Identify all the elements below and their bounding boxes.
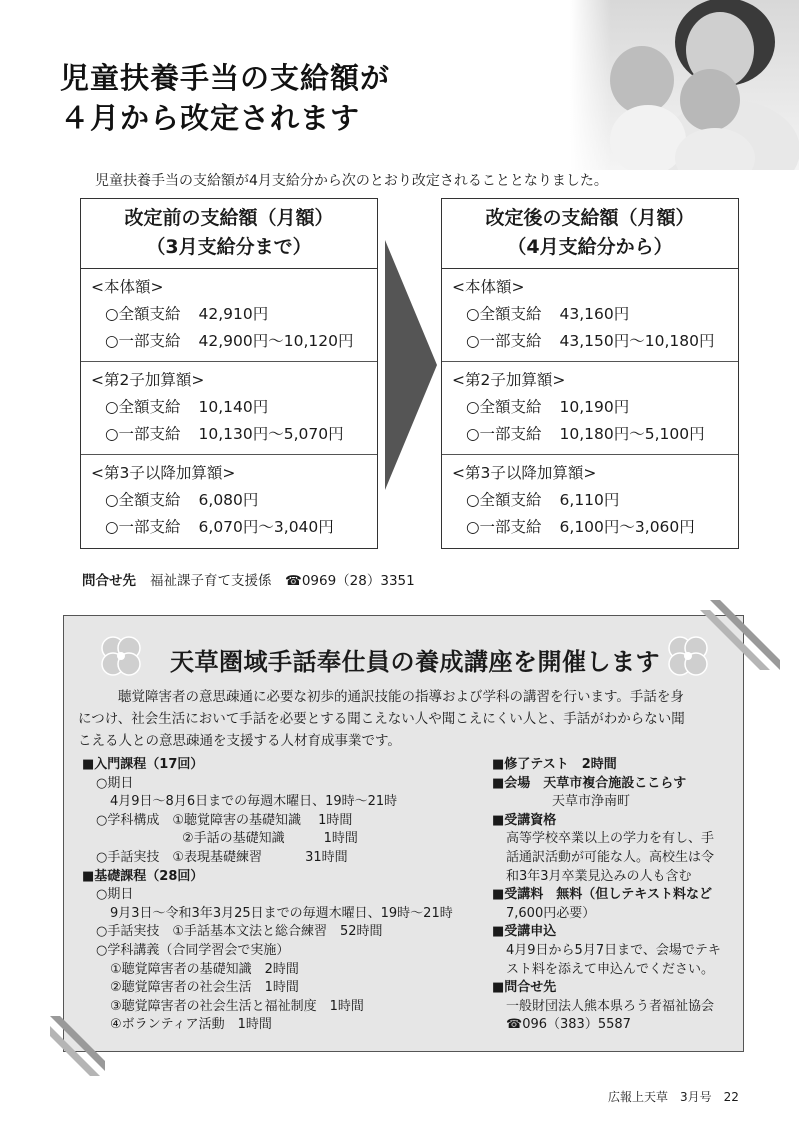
- contact-info: [82, 569, 415, 589]
- amount-row: [91, 328, 377, 355]
- before-heading: 改定前の支給額（月額）: [124, 207, 334, 229]
- amount-value: 43,160円: [559, 305, 630, 323]
- after-subheading: （4月支給分から）: [507, 236, 673, 258]
- before-subheading: （3月支給分まで）: [146, 236, 312, 258]
- info-heading: ■受講申込: [492, 924, 557, 940]
- detail-line: ○学科講義（合同学習会で実施）: [96, 942, 290, 958]
- payment-type: ○一部支給: [466, 332, 542, 350]
- info-heading: ■受講資格: [492, 812, 557, 828]
- section-label: <本体額>: [452, 278, 525, 296]
- description-line: こえる人との意思疎通を支援する人材育成事業です。: [78, 733, 401, 749]
- amount-row: [91, 394, 377, 421]
- after-section-main: [442, 269, 738, 362]
- before-section-second-child: [81, 362, 377, 455]
- before-section-third-child: [81, 455, 377, 548]
- after-section-third-child: [442, 455, 738, 548]
- amount-row: [91, 421, 377, 448]
- before-box-header: [81, 199, 377, 269]
- detail-line: ③聴覚障害者の社会生活と福祉制度 1時間: [110, 998, 364, 1014]
- description-line: につけ、社会生活において手話を必要とする聞こえない人や聞こえにくい人と、手話がわからない聞: [78, 711, 685, 727]
- section-label: <第3子以降加算額>: [452, 464, 597, 482]
- detail-line: 4月9日から5月7日まで、会場でテキ: [506, 942, 721, 958]
- payment-type: ○全額支給: [466, 398, 542, 416]
- detail-line: スト料を添えて申込んでください。: [506, 961, 715, 977]
- description-line: 聴覚障害者の意思疎通に必要な初歩的通訳技能の指導および学科の講習を行います。手話を身: [118, 689, 684, 705]
- amount-row: [452, 328, 738, 355]
- page-title-line2: ４月から改定されます: [60, 101, 361, 135]
- amount-value: 6,070円～3,040円: [198, 518, 334, 536]
- intro-text: 児童扶養手当の支給額が4月支給分から次のとおり改定されることとなりました。: [95, 173, 608, 189]
- before-section-main: [81, 269, 377, 362]
- payment-type: ○一部支給: [466, 425, 542, 443]
- course-details-right: [492, 756, 721, 1035]
- panel-title: 天草圏域手話奉仕員の養成講座を開催します: [170, 648, 660, 676]
- section-label: <本体額>: [91, 278, 164, 296]
- amount-value: 10,140円: [198, 398, 269, 416]
- detail-line: ②聴覚障害者の社会生活 1時間: [110, 980, 299, 996]
- amount-row: [452, 514, 738, 541]
- detail-line: 4月9日～8月6日までの毎週木曜日、19時～21時: [110, 794, 398, 810]
- section-label: <第3子以降加算額>: [91, 464, 236, 482]
- detail-line: ①聴覚障害者の基礎知識 2時間: [110, 961, 299, 977]
- payment-type: ○全額支給: [105, 491, 181, 509]
- payment-type: ○一部支給: [105, 332, 181, 350]
- amount-row: [452, 301, 738, 328]
- before-amount-box: [80, 198, 378, 549]
- amount-value: 6,100円～3,060円: [559, 518, 695, 536]
- detail-line: ④ボランティア活動 1時間: [110, 1017, 272, 1033]
- detail-line: 高等学校卒業以上の学力を有し、手: [506, 831, 715, 847]
- amount-row: [452, 421, 738, 448]
- detail-line: ○期日: [96, 887, 134, 903]
- section-label: <第2子加算額>: [452, 371, 566, 389]
- amount-value: 10,180円～5,100円: [559, 425, 705, 443]
- amount-value: 42,910円: [198, 305, 269, 323]
- arrow-right-icon: [385, 240, 437, 494]
- info-heading: ■修了テスト 2時間: [492, 757, 617, 772]
- course-details-left: [82, 756, 453, 1035]
- payment-type: ○一部支給: [466, 518, 542, 536]
- detail-line: 一般財団法人熊本県ろう者福祉協会: [506, 998, 715, 1014]
- after-box-header: [442, 199, 738, 269]
- detail-line: 和3年3月卒業見込みの人も含む: [506, 868, 692, 884]
- after-section-second-child: [442, 362, 738, 455]
- detail-line: 9月3日～令和3年3月25日までの毎週木曜日、19時～21時: [110, 905, 453, 921]
- info-heading: ■問合せ先: [492, 980, 557, 996]
- detail-line: ☎096（383）5587: [506, 1017, 631, 1033]
- amount-value: 10,130円～5,070円: [198, 425, 344, 443]
- payment-type: ○一部支給: [105, 518, 181, 536]
- detail-line: 天草市浄南町: [552, 794, 631, 810]
- payment-type: ○全額支給: [105, 305, 181, 323]
- contact-label: 問合せ先: [82, 573, 136, 589]
- course-heading: ■基礎課程（28回）: [82, 868, 204, 884]
- payment-type: ○全額支給: [466, 491, 542, 509]
- info-heading: ■受講料 無料（但しテキスト料など: [492, 887, 713, 903]
- amount-value: 42,900円～10,120円: [198, 332, 354, 350]
- section-label: <第2子加算額>: [91, 371, 205, 389]
- detail-line: ○期日: [96, 775, 134, 791]
- page-title-line1: 児童扶養手当の支給額が: [60, 61, 391, 95]
- amount-value: 43,150円～10,180円: [559, 332, 715, 350]
- clover-icon: [93, 632, 149, 686]
- detail-line: ○手話実技 ①手話基本文法と総合練習 52時間: [96, 924, 383, 940]
- contact-text: 福祉課子育て支援係 ☎0969（28）3351: [150, 573, 415, 589]
- detail-line: ○学科構成 ①聴覚障害の基礎知識 1時間: [96, 812, 353, 828]
- amount-row: [452, 487, 738, 514]
- payment-type: ○一部支給: [105, 425, 181, 443]
- mother-children-photo: [570, 0, 799, 170]
- clover-icon: [660, 632, 716, 686]
- payment-type: ○全額支給: [466, 305, 542, 323]
- after-heading: 改定後の支給額（月額）: [485, 207, 695, 229]
- amount-row: [91, 514, 377, 541]
- amount-value: 6,080円: [198, 491, 259, 509]
- detail-line: 話通訳活動が可能な人。高校生は令: [506, 849, 715, 865]
- after-amount-box: [441, 198, 739, 549]
- amount-value: 6,110円: [559, 491, 620, 509]
- amount-row: [452, 394, 738, 421]
- panel-description: [78, 686, 730, 752]
- detail-line: 7,600円必要）: [506, 905, 596, 921]
- detail-line: ②手話の基礎知識 1時間: [182, 831, 358, 847]
- amount-row: [91, 487, 377, 514]
- amount-row: [91, 301, 377, 328]
- info-heading: ■会場 天草市複合施設ここらす: [492, 775, 687, 791]
- course-heading: ■入門課程（17回）: [82, 757, 204, 772]
- payment-type: ○全額支給: [105, 398, 181, 416]
- amount-value: 10,190円: [559, 398, 630, 416]
- page-footer: 広報上天草 3月号 22: [608, 1090, 739, 1104]
- detail-line: ○手話実技 ①表現基礎練習 31時間: [96, 849, 348, 865]
